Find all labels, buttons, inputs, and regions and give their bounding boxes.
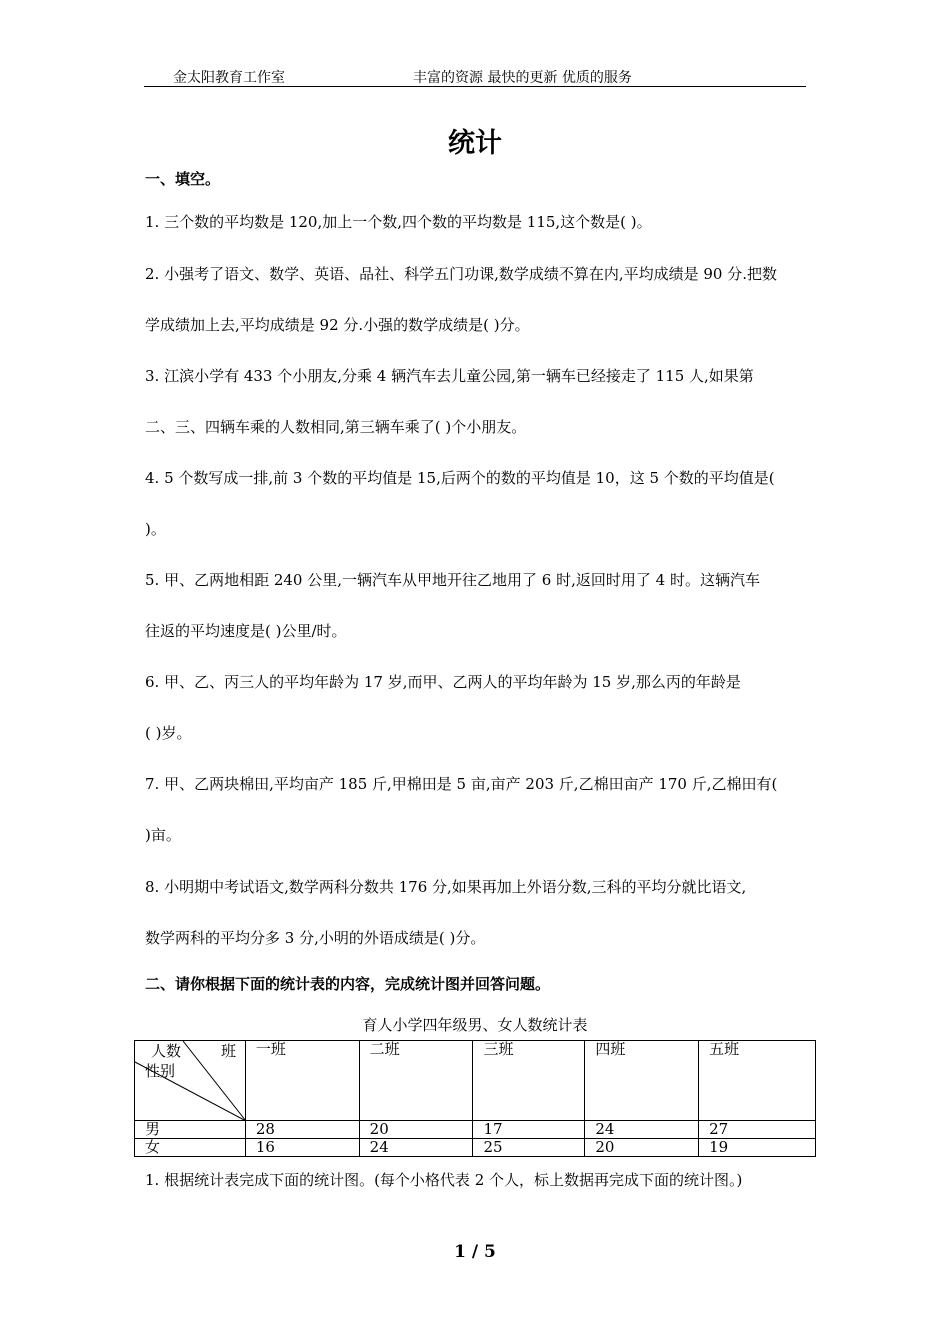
row-label: 女 [135, 1139, 246, 1157]
question-line: 数学两科的平均分多 3 分,小明的外语成绩是( )分。 [145, 929, 486, 947]
question-line: 3. 江滨小学有 433 个小朋友,分乘 4 辆汽车去儿童公园,第一辆车已经接走了 115 人,如果第 [145, 367, 754, 385]
table-cell: 19 [699, 1139, 816, 1157]
column-header: 五班 [699, 1041, 816, 1121]
table-row [135, 1121, 816, 1139]
question-line: 7. 甲、乙两块棉田,平均亩产 185 斤,甲棉田是 5 亩,亩产 203 斤,乙棉田亩产 170 斤,乙棉田有( [145, 775, 778, 793]
question-line: 2. 小强考了语文、数学、英语、品社、科学五门功课,数学成绩不算在内,平均成绩是 90 分.把数 [145, 265, 778, 283]
column-header: 三班 [473, 1041, 585, 1121]
table-cell: 28 [245, 1121, 359, 1139]
table-cell: 17 [473, 1121, 585, 1139]
question-line: )。 [145, 520, 166, 538]
table-cell: 24 [359, 1139, 473, 1157]
question-line: ( )岁。 [145, 724, 192, 742]
table-row [135, 1139, 816, 1157]
column-header: 二班 [359, 1041, 473, 1121]
table-cell: 20 [585, 1139, 699, 1157]
question-line: 1. 根据统计表完成下面的统计图。(每个小格代表 2 个人，标上数据再完成下面的统计图。) [145, 1171, 743, 1189]
column-header: 四班 [585, 1041, 699, 1121]
table-header-row [135, 1041, 816, 1121]
row-label: 男 [135, 1121, 246, 1139]
table-cell: 27 [699, 1121, 816, 1139]
table-title: 育人小学四年级男、女人数统计表 [362, 1016, 588, 1034]
header-right-text: 丰富的资源 最快的更新 优质的服务 [413, 70, 632, 86]
table-cell: 25 [473, 1139, 585, 1157]
corner-label-class: 班 [221, 1042, 237, 1060]
question-line: 二、三、四辆车乘的人数相同,第三辆车乘了( )个小朋友。 [145, 418, 527, 436]
question-line: 1. 三个数的平均数是 120,加上一个数,四个数的平均数是 115,这个数是( )。 [145, 213, 652, 231]
table-cell: 24 [585, 1121, 699, 1139]
corner-label-people: 人数 [151, 1042, 182, 1060]
header-left-text: 金太阳教育工作室 [173, 70, 285, 86]
table-cell: 20 [359, 1121, 473, 1139]
statistics-table [134, 1040, 816, 1157]
page-title: 统计 [448, 128, 502, 159]
question-line: )亩。 [145, 826, 181, 844]
question-line: 6. 甲、乙、丙三人的平均年龄为 17 岁,而甲、乙两人的平均年龄为 15 岁,那么丙的年龄是 [145, 673, 741, 691]
question-line: 往返的平均速度是( )公里/时。 [145, 622, 347, 640]
question-line: 学成绩加上去,平均成绩是 92 分.小强的数学成绩是( )分。 [145, 316, 530, 334]
page-number: 1 / 5 [454, 1242, 496, 1262]
corner-label-gender: 性别 [145, 1062, 176, 1080]
header-divider [144, 86, 806, 87]
question-line: 4. 5 个数写成一排,前 3 个数的平均值是 15,后两个的数的平均值是 10，这 5 个数的平均值是( [145, 469, 775, 487]
question-line: 8. 小明期中考试语文,数学两科分数共 176 分,如果再加上外语分数,三科的平均分就比语文, [145, 878, 747, 896]
table-cell: 16 [245, 1139, 359, 1157]
diagonal-header-cell [135, 1041, 246, 1121]
section2-heading: 二、请你根据下面的统计表的内容，完成统计图并回答问题。 [145, 975, 551, 993]
question-line: 5. 甲、乙两地相距 240 公里,一辆汽车从甲地开往乙地用了 6 时,返回时用了 4 时。这辆汽车 [145, 571, 760, 589]
section1-heading: 一、填空。 [145, 170, 221, 188]
column-header: 一班 [245, 1041, 359, 1121]
